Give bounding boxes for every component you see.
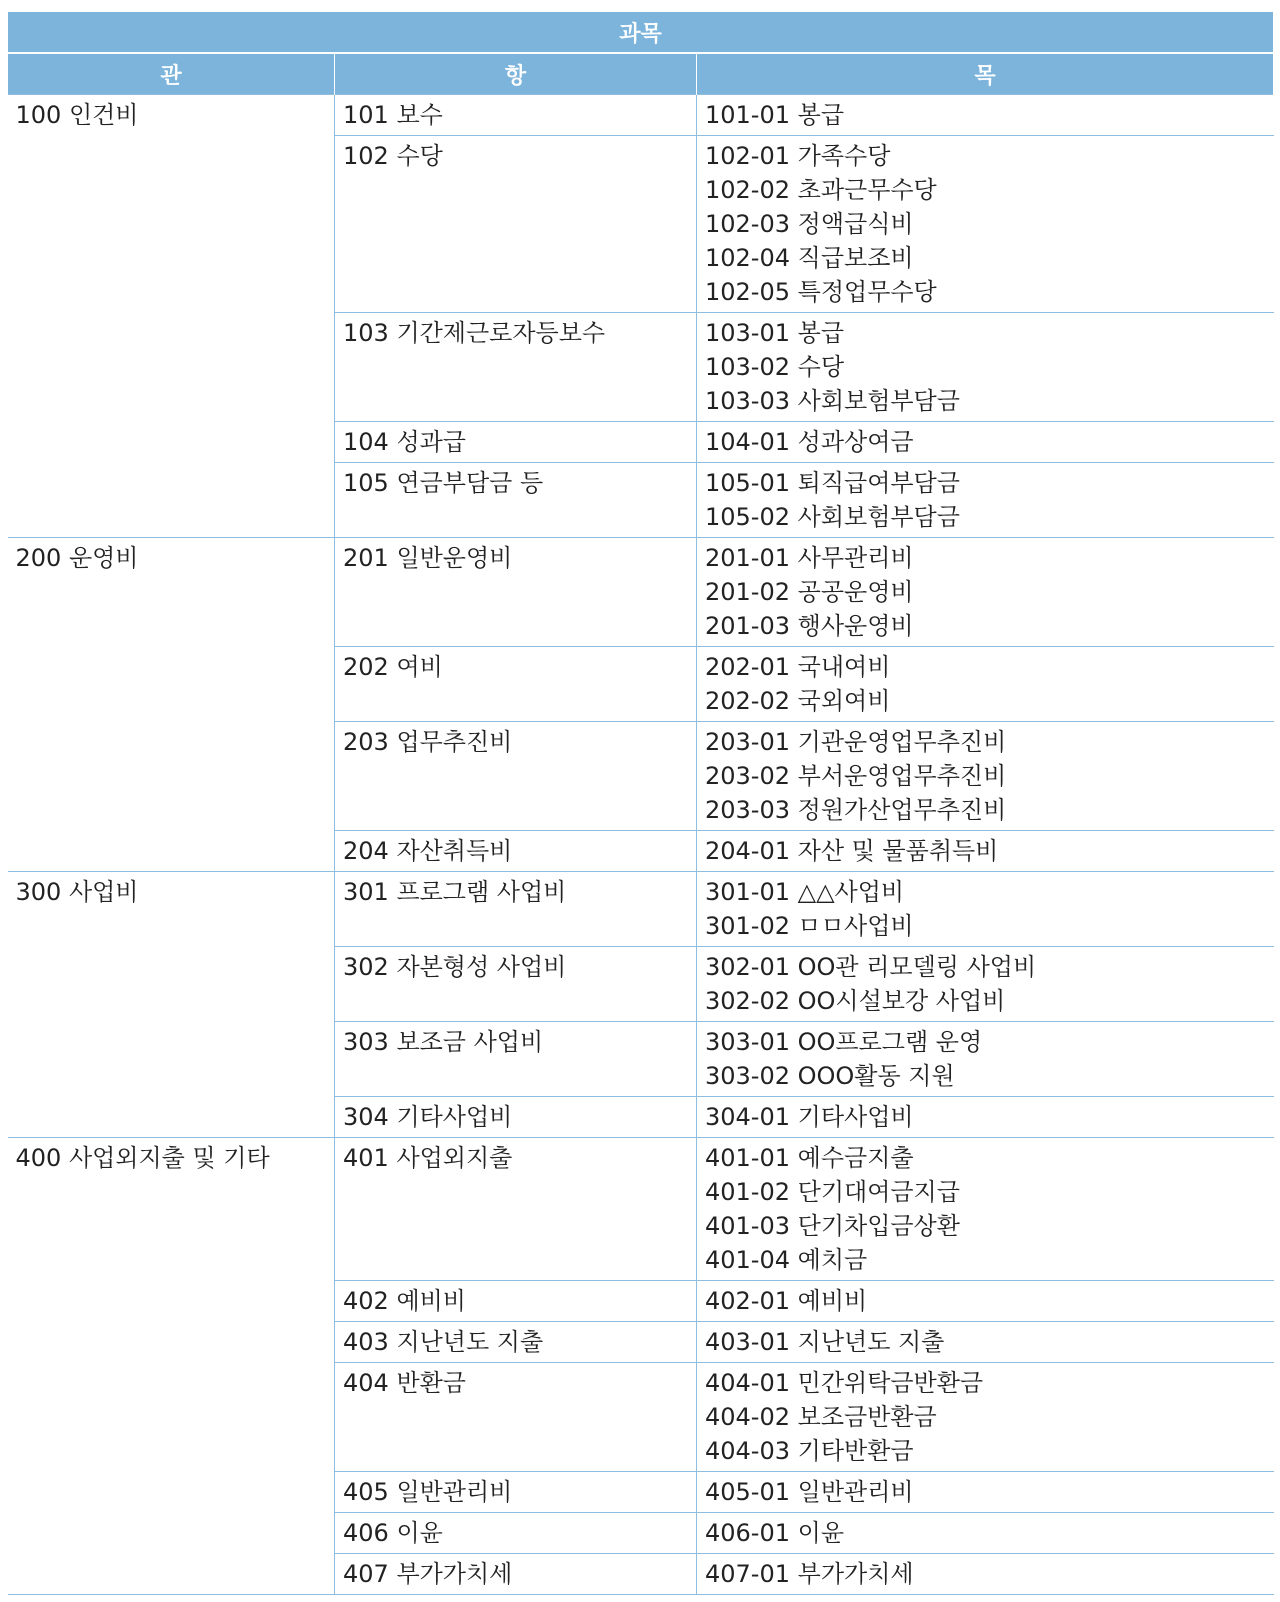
mok-item: 201-02 공공운영비 [705,578,914,606]
hang-cell [335,95,697,136]
mok-cell [697,647,1274,722]
mok-item: 104-01 성과상여금 [705,428,914,456]
mok-item: 101-01 봉급 [705,101,845,129]
mok-item: 102-05 특정업무수당 [705,278,937,306]
mok-item: 201-03 행사운영비 [705,612,914,640]
hang-cell [335,831,697,872]
gwan-label: 300 사업비 [15,878,139,906]
mok-cell [697,831,1274,872]
table-title-header: 과목 [8,12,1274,53]
hang-cell [335,1281,697,1322]
mok-item: 301-02 ㅁㅁ사업비 [705,912,914,940]
table-row [8,872,1274,947]
mok-cell [697,1472,1274,1513]
mok-item: 302-01 OO관 리모델링 사업비 [705,953,1037,981]
mok-item: 103-03 사회보험부담금 [705,387,960,415]
hang-label: 304 기타사업비 [343,1103,513,1131]
hang-label: 202 여비 [343,653,443,681]
hang-cell [335,538,697,647]
mok-cell [697,136,1274,313]
gwan-label: 100 인건비 [15,101,139,129]
hang-cell [335,1513,697,1554]
gwan-label: 400 사업외지출 및 기타 [15,1144,270,1172]
table-row [8,1138,1274,1281]
budget-table-container [7,12,1273,1595]
table-row [8,538,1274,647]
mok-cell [697,1322,1274,1363]
hang-label: 201 일반운영비 [343,544,513,572]
mok-item: 401-01 예수금지출 [705,1144,914,1172]
mok-item: 203-02 부서운영업무추진비 [705,762,1007,790]
hang-cell [335,647,697,722]
mok-item: 303-02 OOO활동 지원 [705,1062,955,1090]
hang-label: 303 보조금 사업비 [343,1028,544,1056]
hang-cell [335,1554,697,1595]
gwan-label: 200 운영비 [15,544,139,572]
column-header-hang: 항 [335,53,697,95]
mok-cell [697,722,1274,831]
hang-cell [335,1363,697,1472]
mok-cell [697,1022,1274,1097]
hang-cell [335,722,697,831]
hang-cell [335,422,697,463]
gwan-cell [8,95,335,538]
hang-label: 402 예비비 [343,1287,466,1315]
hang-cell [335,1138,697,1281]
hang-label: 405 일반관리비 [343,1478,513,1506]
mok-item: 102-04 직급보조비 [705,244,914,272]
hang-cell [335,947,697,1022]
hang-cell [335,1472,697,1513]
mok-item: 105-01 퇴직급여부담금 [705,469,960,497]
hang-label: 104 성과급 [343,428,466,456]
gwan-cell [8,538,335,872]
mok-item: 105-02 사회보험부담금 [705,503,960,531]
hang-cell [335,1022,697,1097]
table-body [8,95,1274,1595]
hang-label: 204 자산취득비 [343,837,513,865]
hang-cell [335,872,697,947]
hang-cell [335,1322,697,1363]
mok-cell [697,872,1274,947]
mok-cell [697,1363,1274,1472]
hang-label: 404 반환금 [343,1369,466,1397]
mok-item: 103-02 수당 [705,353,845,381]
gwan-cell [8,1138,335,1595]
mok-item: 402-01 예비비 [705,1287,868,1315]
mok-cell [697,1097,1274,1138]
mok-item: 404-02 보조금반환금 [705,1403,937,1431]
hang-cell [335,313,697,422]
mok-cell [697,422,1274,463]
mok-item: 401-02 단기대여금지급 [705,1178,960,1206]
mok-item: 204-01 자산 및 물품취득비 [705,837,999,865]
hang-label: 102 수당 [343,142,443,170]
mok-item: 201-01 사무관리비 [705,544,914,572]
hang-label: 103 기간제근로자등보수 [343,319,606,347]
mok-item: 202-02 국외여비 [705,687,891,715]
hang-label: 105 연금부담금 등 [343,469,544,497]
hang-label: 401 사업외지출 [343,1144,513,1172]
mok-item: 302-02 OO시설보강 사업비 [705,987,1006,1015]
mok-cell [697,1513,1274,1554]
mok-item: 102-03 정액급식비 [705,210,914,238]
hang-cell [335,136,697,313]
hang-label: 301 프로그램 사업비 [343,878,567,906]
mok-cell [697,1138,1274,1281]
mok-item: 301-01 △△사업비 [705,878,905,906]
hang-cell [335,1097,697,1138]
mok-item: 203-01 기관운영업무추진비 [705,728,1007,756]
mok-item: 401-03 단기차입금상환 [705,1212,960,1240]
mok-item: 202-01 국내여비 [705,653,891,681]
mok-item: 404-01 민간위탁금반환금 [705,1369,984,1397]
mok-cell [697,1554,1274,1595]
table-row [8,95,1274,136]
gwan-cell [8,872,335,1138]
column-header-gwan: 관 [8,53,335,95]
hang-label: 101 보수 [343,101,443,129]
mok-item: 403-01 지난년도 지출 [705,1328,945,1356]
mok-cell [697,463,1274,538]
mok-item: 401-04 예치금 [705,1246,868,1274]
mok-item: 404-03 기타반환금 [705,1437,914,1465]
column-header-mok: 목 [697,53,1274,95]
mok-item: 407-01 부가가치세 [705,1560,914,1588]
mok-item: 203-03 정원가산업무추진비 [705,796,1007,824]
mok-cell [697,313,1274,422]
mok-item: 103-01 봉급 [705,319,845,347]
mok-item: 405-01 일반관리비 [705,1478,914,1506]
hang-label: 302 자본형성 사업비 [343,953,567,981]
mok-item: 303-01 OO프로그램 운영 [705,1028,983,1056]
mok-item: 304-01 기타사업비 [705,1103,914,1131]
mok-cell [697,95,1274,136]
mok-item: 102-02 초과근무수당 [705,176,937,204]
mok-cell [697,538,1274,647]
hang-label: 406 이윤 [343,1519,443,1547]
hang-label: 407 부가가치세 [343,1560,513,1588]
hang-label: 203 업무추진비 [343,728,513,756]
budget-classification-table [7,12,1274,1595]
hang-label: 403 지난년도 지출 [343,1328,544,1356]
mok-cell [697,947,1274,1022]
mok-cell [697,1281,1274,1322]
mok-item: 406-01 이윤 [705,1519,845,1547]
mok-item: 102-01 가족수당 [705,142,891,170]
hang-cell [335,463,697,538]
